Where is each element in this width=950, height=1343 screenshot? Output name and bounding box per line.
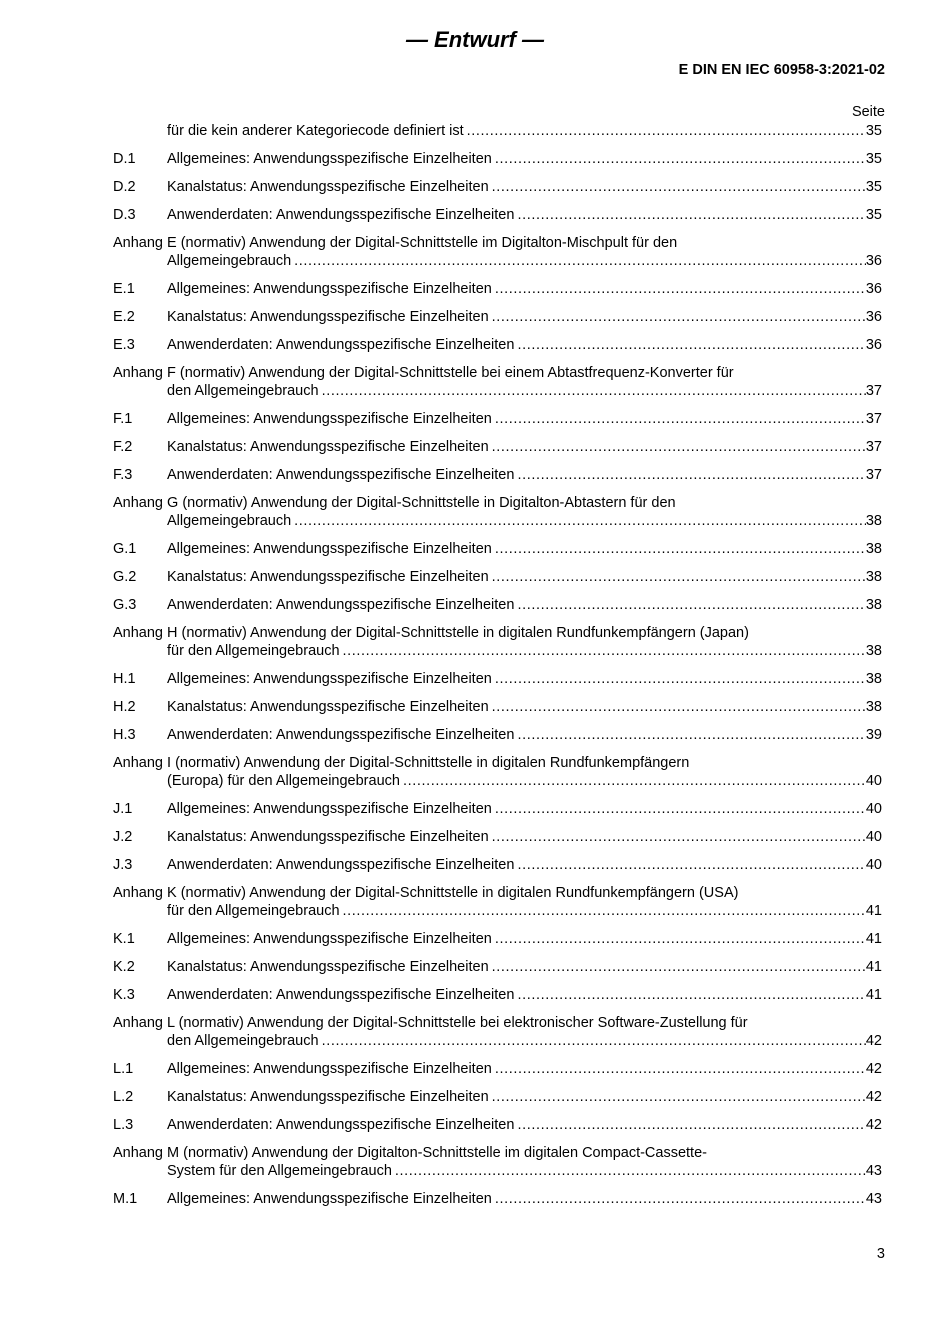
toc-leader bbox=[322, 381, 866, 401]
toc-section-number: D.3 bbox=[113, 207, 136, 223]
toc-entry bbox=[113, 1189, 882, 1209]
toc-entry bbox=[113, 799, 882, 819]
toc-annex-heading bbox=[113, 363, 882, 383]
toc-entry bbox=[113, 641, 882, 661]
toc-section-number: E.2 bbox=[113, 309, 135, 325]
toc-leader bbox=[495, 409, 866, 429]
toc-leader bbox=[495, 929, 866, 949]
toc-entry-text: Kanalstatus: Anwendungsspezifische Einzelheiten bbox=[167, 829, 489, 845]
toc-page-number: 36 bbox=[865, 337, 882, 353]
toc-annex-title: Anhang G (normativ) Anwendung der Digital-Schnittstelle in Digitalton-Abtastern für den bbox=[113, 495, 676, 511]
toc-page-number: 38 bbox=[865, 671, 882, 687]
toc-page-number: 40 bbox=[865, 857, 882, 873]
toc-entry-text: Anwenderdaten: Anwendungsspezifische Einzelheiten bbox=[167, 857, 515, 873]
toc-leader bbox=[517, 855, 865, 875]
toc-entry-text: Allgemeines: Anwendungsspezifische Einzelheiten bbox=[167, 671, 492, 687]
toc-entry-text: Anwenderdaten: Anwendungsspezifische Einzelheiten bbox=[167, 1117, 515, 1133]
toc-entry-text: für den Allgemeingebrauch bbox=[167, 643, 340, 659]
toc-entry bbox=[113, 929, 882, 949]
toc-leader bbox=[517, 205, 865, 225]
toc-annex-title: Anhang L (normativ) Anwendung der Digital-Schnittstelle bei elektronischer Software-Zustellung für bbox=[113, 1015, 748, 1031]
document-id: E DIN EN IEC 60958-3:2021-02 bbox=[678, 62, 885, 78]
toc-page-number: 42 bbox=[865, 1061, 882, 1077]
page-number: 3 bbox=[876, 1246, 885, 1262]
toc-page-number: 41 bbox=[865, 931, 882, 947]
toc-entry-text: Kanalstatus: Anwendungsspezifische Einzelheiten bbox=[167, 179, 489, 195]
toc-annex-title: Anhang I (normativ) Anwendung der Digital-Schnittstelle in digitalen Rundfunkempfängern bbox=[113, 755, 690, 771]
toc-entry bbox=[113, 669, 882, 689]
toc-section-number: J.1 bbox=[113, 801, 133, 817]
toc-section-number: K.3 bbox=[113, 987, 135, 1003]
toc-entry bbox=[113, 511, 882, 531]
toc-section-number: J.2 bbox=[113, 829, 133, 845]
toc-page-number: 35 bbox=[865, 151, 882, 167]
toc-entry-text: den Allgemeingebrauch bbox=[167, 383, 319, 399]
toc-entry bbox=[113, 251, 882, 271]
toc-section-number: D.1 bbox=[113, 151, 136, 167]
toc-entry bbox=[113, 409, 882, 429]
toc-entry bbox=[113, 901, 882, 921]
toc-annex-title: Anhang F (normativ) Anwendung der Digital-Schnittstelle bei einem Abtastfrequenz-Konverter für bbox=[113, 365, 734, 381]
toc-page-number: 38 bbox=[865, 541, 882, 557]
toc-entry bbox=[113, 539, 882, 559]
toc-entry-text: Anwenderdaten: Anwendungsspezifische Einzelheiten bbox=[167, 467, 515, 483]
toc-section-number: G.2 bbox=[113, 569, 137, 585]
toc-entry bbox=[113, 1059, 882, 1079]
toc-page-number: 41 bbox=[865, 987, 882, 1003]
toc-section-number: M.1 bbox=[113, 1191, 138, 1207]
toc-page-number: 40 bbox=[865, 829, 882, 845]
toc-section-number: G.1 bbox=[113, 541, 137, 557]
toc-section-number: L.1 bbox=[113, 1061, 134, 1077]
toc-entry bbox=[113, 177, 882, 197]
toc-leader bbox=[403, 771, 866, 791]
toc-leader bbox=[495, 1059, 866, 1079]
toc-page-number: 35 bbox=[865, 179, 882, 195]
toc-section-number: H.1 bbox=[113, 671, 136, 687]
toc-page-number: 38 bbox=[865, 569, 882, 585]
toc-section-number: J.3 bbox=[113, 857, 133, 873]
toc-leader bbox=[495, 669, 866, 689]
toc-annex-heading bbox=[113, 1013, 882, 1033]
toc-entry-text: Allgemeines: Anwendungsspezifische Einzelheiten bbox=[167, 1191, 492, 1207]
toc-entry bbox=[113, 335, 882, 355]
toc-page-number: 37 bbox=[865, 411, 882, 427]
toc-section-number: D.2 bbox=[113, 179, 136, 195]
toc-entry bbox=[113, 595, 882, 615]
toc-entry bbox=[113, 985, 882, 1005]
toc-entry bbox=[113, 1031, 882, 1051]
toc-page-number: 36 bbox=[865, 253, 882, 269]
toc-page-number: 35 bbox=[865, 123, 882, 139]
toc-page-number: 40 bbox=[865, 801, 882, 817]
toc-page-number: 37 bbox=[865, 467, 882, 483]
toc-entry-text: Anwenderdaten: Anwendungsspezifische Einzelheiten bbox=[167, 987, 515, 1003]
toc-leader bbox=[492, 1087, 866, 1107]
toc-entry-text: Allgemeines: Anwendungsspezifische Einzelheiten bbox=[167, 541, 492, 557]
toc-leader bbox=[467, 121, 866, 141]
toc-annex-title: Anhang E (normativ) Anwendung der Digital-Schnittstelle im Digitalton-Mischpult für den bbox=[113, 235, 678, 251]
toc-section-number: H.2 bbox=[113, 699, 136, 715]
toc-section-number: F.1 bbox=[113, 411, 133, 427]
page-column-label: Seite bbox=[851, 104, 885, 120]
toc-page-number: 38 bbox=[865, 643, 882, 659]
toc-entry bbox=[113, 307, 882, 327]
toc-leader bbox=[495, 149, 866, 169]
toc-section-number: F.2 bbox=[113, 439, 133, 455]
toc-leader bbox=[517, 1115, 865, 1135]
toc-annex-title: Anhang K (normativ) Anwendung der Digital-Schnittstelle in digitalen Rundfunkempfängern (USA) bbox=[113, 885, 739, 901]
toc-leader bbox=[492, 697, 866, 717]
toc-entry bbox=[113, 697, 882, 717]
toc-section-number: L.2 bbox=[113, 1089, 134, 1105]
toc-leader bbox=[492, 177, 866, 197]
toc-leader bbox=[492, 567, 866, 587]
toc-section-number: E.3 bbox=[113, 337, 135, 353]
toc-annex-heading bbox=[113, 233, 882, 253]
toc-leader bbox=[492, 437, 866, 457]
toc-entry-text: (Europa) für den Allgemeingebrauch bbox=[167, 773, 400, 789]
toc-entry-text: Kanalstatus: Anwendungsspezifische Einzelheiten bbox=[167, 959, 489, 975]
toc-leader bbox=[517, 465, 865, 485]
toc-annex-heading bbox=[113, 493, 882, 513]
toc-entry bbox=[113, 1161, 882, 1181]
toc-page-number: 37 bbox=[865, 383, 882, 399]
toc-leader bbox=[517, 595, 865, 615]
toc-entry-text: Allgemeingebrauch bbox=[167, 253, 292, 269]
toc-entry-text: für den Allgemeingebrauch bbox=[167, 903, 340, 919]
toc-entry-text: Anwenderdaten: Anwendungsspezifische Einzelheiten bbox=[167, 597, 515, 613]
toc-entry bbox=[113, 1087, 882, 1107]
toc-page-number: 37 bbox=[865, 439, 882, 455]
toc-annex-title: Anhang H (normativ) Anwendung der Digital-Schnittstelle in digitalen Rundfunkempfängern (Japan) bbox=[113, 625, 749, 641]
toc-page-number: 42 bbox=[865, 1117, 882, 1133]
toc-page-number: 40 bbox=[865, 773, 882, 789]
toc-entry-text: Anwenderdaten: Anwendungsspezifische Einzelheiten bbox=[167, 727, 515, 743]
toc-entry-text: Kanalstatus: Anwendungsspezifische Einzelheiten bbox=[167, 1089, 489, 1105]
toc-entry bbox=[113, 121, 882, 141]
toc-section-number: F.3 bbox=[113, 467, 133, 483]
toc-section-number: K.2 bbox=[113, 959, 135, 975]
toc-page-number: 38 bbox=[865, 597, 882, 613]
toc-entry-text: Kanalstatus: Anwendungsspezifische Einzelheiten bbox=[167, 309, 489, 325]
toc-section-number: H.3 bbox=[113, 727, 136, 743]
toc-entry-text: Kanalstatus: Anwendungsspezifische Einzelheiten bbox=[167, 569, 489, 585]
toc-leader bbox=[294, 251, 866, 271]
toc-page-number: 43 bbox=[865, 1163, 882, 1179]
toc-page-number: 38 bbox=[865, 513, 882, 529]
toc-entry bbox=[113, 149, 882, 169]
toc-leader bbox=[492, 957, 866, 977]
toc-annex-heading bbox=[113, 883, 882, 903]
toc-page-number: 42 bbox=[865, 1089, 882, 1105]
toc-page-number: 41 bbox=[865, 903, 882, 919]
toc-entry bbox=[113, 957, 882, 977]
toc-page-number: 36 bbox=[865, 281, 882, 297]
toc-entry bbox=[113, 567, 882, 587]
toc-annex-heading bbox=[113, 623, 882, 643]
toc-entry bbox=[113, 827, 882, 847]
toc-leader bbox=[294, 511, 866, 531]
toc-entry bbox=[113, 1115, 882, 1135]
toc-entry bbox=[113, 205, 882, 225]
toc-page-number: 36 bbox=[865, 309, 882, 325]
toc-leader bbox=[322, 1031, 866, 1051]
toc-section-number: K.1 bbox=[113, 931, 135, 947]
toc-entry bbox=[113, 855, 882, 875]
toc-leader bbox=[495, 539, 866, 559]
toc-entry-text: System für den Allgemeingebrauch bbox=[167, 1163, 392, 1179]
toc-entry-text: Allgemeines: Anwendungsspezifische Einzelheiten bbox=[167, 151, 492, 167]
toc-leader bbox=[492, 307, 866, 327]
toc-entry-text: Allgemeingebrauch bbox=[167, 513, 292, 529]
toc-entry-text: Kanalstatus: Anwendungsspezifische Einzelheiten bbox=[167, 699, 489, 715]
toc-entry-text: Allgemeines: Anwendungsspezifische Einzelheiten bbox=[167, 1061, 492, 1077]
toc-leader bbox=[517, 985, 865, 1005]
toc-annex-heading bbox=[113, 1143, 882, 1163]
toc-entry bbox=[113, 465, 882, 485]
toc-entry-text: Allgemeines: Anwendungsspezifische Einzelheiten bbox=[167, 801, 492, 817]
toc-entry-text: Anwenderdaten: Anwendungsspezifische Einzelheiten bbox=[167, 337, 515, 353]
toc-entry-text: für die kein anderer Kategoriecode definiert ist bbox=[167, 123, 464, 139]
toc-page-number: 41 bbox=[865, 959, 882, 975]
toc-entry-text: Anwenderdaten: Anwendungsspezifische Einzelheiten bbox=[167, 207, 515, 223]
toc-leader bbox=[495, 1189, 866, 1209]
toc-leader bbox=[343, 901, 866, 921]
toc-section-number: L.3 bbox=[113, 1117, 134, 1133]
toc-page-number: 38 bbox=[865, 699, 882, 715]
toc-leader bbox=[495, 799, 866, 819]
toc-entry-text: Allgemeines: Anwendungsspezifische Einzelheiten bbox=[167, 281, 492, 297]
toc-leader bbox=[395, 1161, 866, 1181]
draft-title: — Entwurf — bbox=[405, 27, 545, 52]
toc-entry-text: den Allgemeingebrauch bbox=[167, 1033, 319, 1049]
toc-entry-text: Allgemeines: Anwendungsspezifische Einzelheiten bbox=[167, 931, 492, 947]
toc-leader bbox=[343, 641, 866, 661]
toc-annex-heading bbox=[113, 753, 882, 773]
toc-entry bbox=[113, 725, 882, 745]
toc-entry bbox=[113, 279, 882, 299]
toc-entry-text: Kanalstatus: Anwendungsspezifische Einzelheiten bbox=[167, 439, 489, 455]
toc-page-number: 35 bbox=[865, 207, 882, 223]
toc-page-number: 39 bbox=[865, 727, 882, 743]
toc-entry bbox=[113, 437, 882, 457]
toc-leader bbox=[495, 279, 866, 299]
toc-entry bbox=[113, 771, 882, 791]
toc-leader bbox=[492, 827, 866, 847]
toc-page-number: 43 bbox=[865, 1191, 882, 1207]
toc-section-number: E.1 bbox=[113, 281, 135, 297]
toc-leader bbox=[517, 335, 865, 355]
toc-page-number: 42 bbox=[865, 1033, 882, 1049]
toc-entry-text: Allgemeines: Anwendungsspezifische Einzelheiten bbox=[167, 411, 492, 427]
toc-leader bbox=[517, 725, 865, 745]
toc-section-number: G.3 bbox=[113, 597, 137, 613]
toc-annex-title: Anhang M (normativ) Anwendung der Digitalton-Schnittstelle im digitalen Compact-Cassette- bbox=[113, 1145, 707, 1161]
toc-entry bbox=[113, 381, 882, 401]
